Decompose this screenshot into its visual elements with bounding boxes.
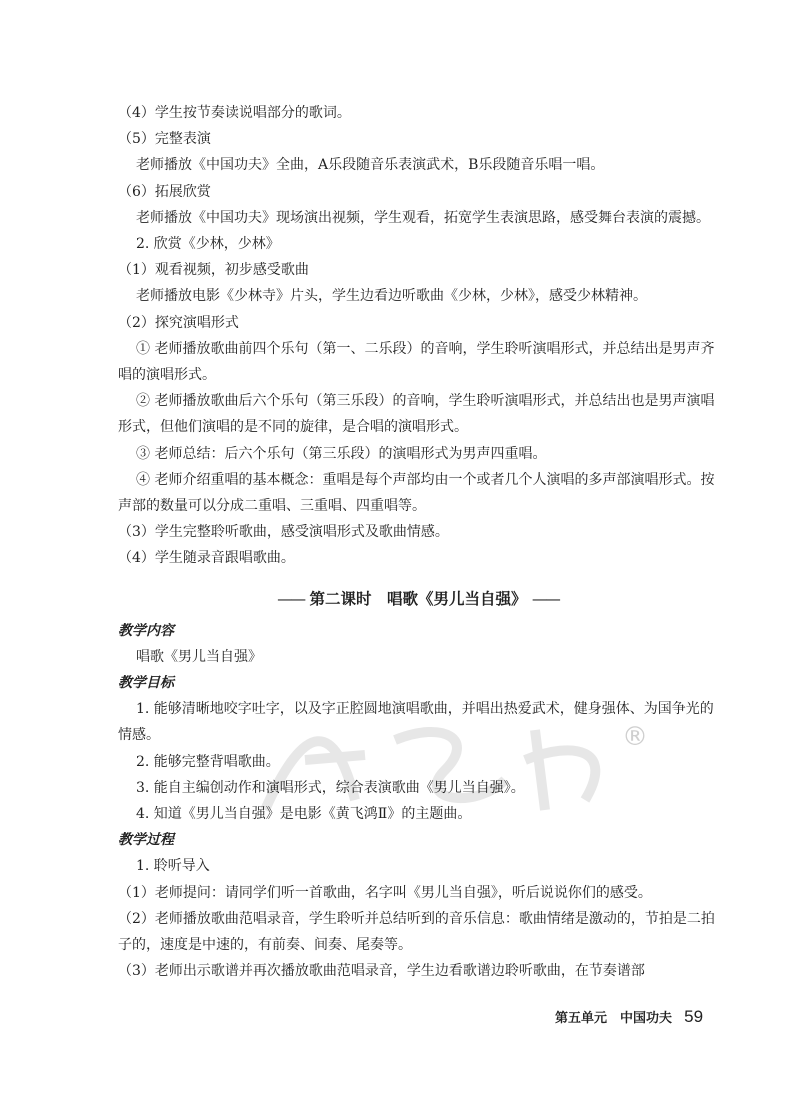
title-dash-right: ——: [531, 589, 559, 608]
paragraph-1: （4）学生按节奏读说唱部分的歌词。: [118, 105, 351, 121]
paragraph-9: （2）探究演唱形式: [118, 314, 239, 331]
footer-unit-title: 第五单元 中国功夫: [555, 1011, 673, 1026]
content-text: 唱歌《男儿当自强》: [136, 648, 262, 665]
paragraph-14: （3）学生完整聆听歌曲，感受演唱形式及歌曲情感。: [118, 524, 449, 541]
paragraph-13: ④ 老师介绍重唱的基本概念：重唱是每个声部均由一个或者几个人演唱的多声部演唱形式。按声部的数量可以分成二重唱、三重唱、四重唱等。: [118, 471, 715, 515]
goals-list: [118, 696, 718, 827]
paragraph-10: ① 老师播放歌曲前四个乐句（第一、二乐段）的音响，学生聆听演唱形式，并总结出是男声齐唱的演唱形式。: [118, 340, 715, 384]
process-item-3: （2）老师播放歌曲范唱录音，学生聆听并总结听到的音乐信息：歌曲情绪是激动的，节拍是二拍子的，速度是中速的，有前奏、间奏、尾奏等。: [118, 910, 715, 954]
page-number: 59: [684, 1007, 704, 1026]
goal-item-4: 4. 知道《男儿当自强》是电影《黄飞鸿Ⅱ》的主题曲。: [136, 806, 472, 823]
process-item-4: （3）老师出示歌谱并再次播放歌曲范唱录音，学生边看歌谱边聆听歌曲，在节奏谱部: [118, 963, 645, 980]
goal-item-3: 3. 能自主编创动作和演唱形式，综合表演歌曲《男儿当自强》。: [136, 779, 525, 796]
page-footer: [555, 1007, 755, 1027]
title-dash-left: ——: [277, 589, 305, 608]
section-title-text: 第二课时 唱歌《男儿当自强》: [309, 589, 527, 608]
goal-item-1: 1. 能够清晰地咬字吐字，以及字正腔圆地演唱歌曲，并唱出热爱武术，健身强体、为国争光的情感。: [118, 701, 714, 744]
process-label: 教学过程: [118, 832, 174, 849]
goals-label: 教学目标: [118, 675, 174, 692]
process-item-2: （1）老师提问：请同学们听一首歌曲，名字叫《男儿当自强》，听后说说你们的感受。: [118, 884, 652, 901]
lesson-one-continued: [118, 100, 718, 572]
paragraph-2: （5）完整表演: [118, 131, 211, 148]
paragraph-12: ③ 老师总结：后六个乐句（第三乐段）的演唱形式为男声四重唱。: [136, 445, 547, 462]
paragraph-6: 2. 欣赏《少林，少林》: [136, 236, 280, 253]
content-label: 教学内容: [118, 622, 174, 639]
paragraph-7: （1）观看视频，初步感受歌曲: [118, 262, 309, 279]
paragraph-4: （6）拓展欣赏: [118, 183, 211, 200]
page-body: [118, 100, 718, 985]
paragraph-8: 老师播放电影《少林寺》片头，学生边看边听歌曲《少林，少林》，感受少林精神。: [136, 288, 647, 305]
section-title: [118, 586, 718, 612]
goal-item-2: 2. 能够完整背唱歌曲。: [136, 753, 280, 770]
registered-mark-watermark: ®: [622, 722, 648, 752]
process-item-1: 1. 聆听导入: [136, 858, 210, 875]
paragraph-15: （4）学生随录音跟唱歌曲。: [118, 550, 295, 567]
paragraph-11: ② 老师播放歌曲后六个乐句（第三乐段）的音响，学生聆听演唱形式，并总结出也是男声演唱形式，但他们演唱的是不同的旋律，是合唱的演唱形式。: [118, 393, 715, 436]
paragraph-5: 老师播放《中国功夫》现场演出视频，学生观看，拓宽学生表演思路，感受舞台表演的震撼。: [136, 209, 710, 226]
process-list: [118, 853, 718, 984]
paragraph-3: 老师播放《中国功夫》全曲，A乐段随音乐表演武术，B乐段随音乐唱一唱。: [136, 157, 605, 174]
